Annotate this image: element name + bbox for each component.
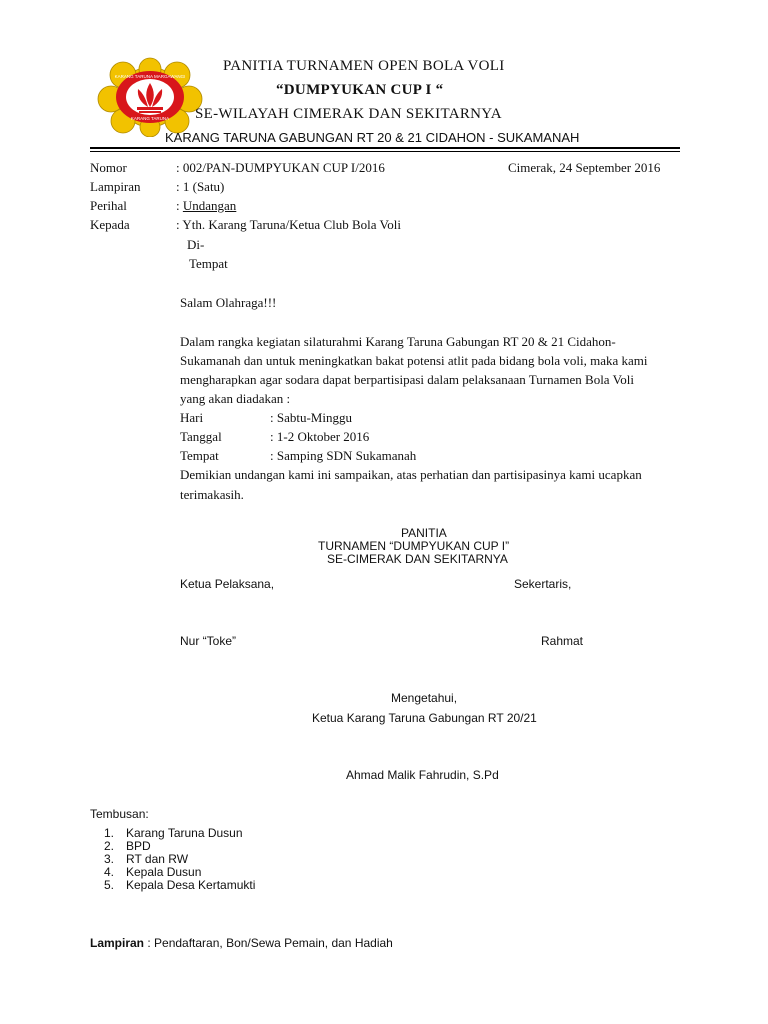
tembusan-item-num: 2.: [104, 839, 115, 853]
tembusan-item: RT dan RW: [126, 852, 189, 866]
lampiran-value: : 1 (Satu): [176, 179, 225, 194]
header-line-1: PANITIA TURNAMEN OPEN BOLA VOLI: [223, 58, 505, 74]
panitia-title: PANITIA: [401, 526, 447, 540]
paragraph-line-2: Sukamanah dan untuk meningkatkan bakat potensi atlit pada bidang bola voli, maka kami: [180, 353, 648, 368]
turnamen-title: TURNAMEN “DUMPYUKAN CUP I”: [318, 539, 510, 553]
tembusan-item-num: 4.: [104, 865, 115, 879]
closing-line-1: Demikian undangan kami ini sampaikan, atas perhatian dan partisipasinya kami ucapkan: [180, 467, 642, 482]
tempat-label: Tempat: [180, 448, 219, 463]
lampiran-footer-text: : Pendaftaran, Bon/Sewa Pemain, dan Hadiah: [144, 936, 393, 950]
ketua-karang-taruna-name: Ahmad Malik Fahrudin, S.Pd: [346, 768, 499, 782]
tanggal-label: Tanggal: [180, 429, 222, 444]
hari-value: : Sabtu-Minggu: [270, 410, 352, 425]
tembusan-item-num: 5.: [104, 878, 115, 892]
wilayah-title: SE-CIMERAK DAN SEKITARNYA: [327, 552, 508, 566]
mengetahui-label: Mengetahui,: [391, 691, 458, 705]
header-line-4: KARANG TARUNA GABUNGAN RT 20 & 21 CIDAHON - SUKAMANAH: [165, 130, 580, 145]
header-line-2: “DUMPYUKAN CUP I “: [276, 82, 444, 98]
paragraph-line-1: Dalam rangka kegiatan silaturahmi Karang Taruna Gabungan RT 20 & 21 Cidahon-: [180, 334, 616, 349]
karang-taruna-logo: [93, 57, 208, 137]
tempat-value: : Samping SDN Sukamanah: [270, 448, 417, 463]
perihal-colon: :: [176, 198, 183, 213]
sekretaris-name: Rahmat: [541, 634, 584, 648]
svg-text:KARANG TARUNA MARGAWANGI: KARANG TARUNA MARGAWANGI: [114, 74, 186, 79]
header-line-3: SE-WILAYAH CIMERAK DAN SEKITARNYA: [195, 106, 502, 122]
sekretaris-title: Sekertaris,: [514, 577, 572, 591]
kepada-di: Di-: [187, 237, 205, 252]
perihal-label: Perihal: [90, 198, 127, 213]
tembusan-item: Kepala Dusun: [126, 865, 202, 879]
perihal-subject: Undangan: [182, 198, 237, 213]
ketua-karang-taruna-title: Ketua Karang Taruna Gabungan RT 20/21: [312, 711, 537, 725]
lampiran-footer-label: Lampiran: [90, 936, 145, 950]
header-rule-thin: [90, 151, 680, 152]
tanggal-value: : 1-2 Oktober 2016: [270, 429, 370, 444]
tembusan-item: BPD: [126, 839, 151, 853]
place-date: Cimerak, 24 September 2016: [508, 160, 661, 175]
nomor-label: Nomor: [90, 160, 127, 175]
paragraph-line-4: yang akan diadakan :: [180, 391, 291, 406]
header-rule-thick: [90, 147, 680, 149]
ketua-pelaksana-name: Nur “Toke”: [180, 634, 237, 648]
kepada-label: Kepada: [90, 217, 130, 232]
tembusan-label: Tembusan:: [90, 807, 149, 821]
nomor-value: : 002/PAN-DUMPYUKAN CUP I/2016: [176, 160, 385, 175]
tembusan-item-num: 3.: [104, 852, 115, 866]
hari-label: Hari: [180, 410, 204, 425]
tembusan-item: Kepala Desa Kertamukti: [126, 878, 256, 892]
lampiran-label: Lampiran: [90, 179, 141, 194]
closing-line-2: terimakasih.: [180, 487, 244, 502]
tembusan-item-num: 1.: [104, 826, 115, 840]
ketua-pelaksana-title: Ketua Pelaksana,: [180, 577, 275, 591]
svg-text:KARANG TARUNA: KARANG TARUNA: [130, 116, 170, 121]
tembusan-item: Karang Taruna Dusun: [126, 826, 243, 840]
kepada-value: : Yth. Karang Taruna/Ketua Club Bola Voli: [176, 217, 401, 232]
greeting: Salam Olahraga!!!: [180, 295, 277, 310]
kepada-tempat: Tempat: [189, 256, 228, 271]
paragraph-line-3: mengharapkan agar sodara dapat berpartisipasi dalam pelaksanaan Turnamen Bola Voli: [180, 372, 635, 387]
lampiran-footer: [90, 936, 393, 950]
perihal-value: [176, 198, 236, 214]
